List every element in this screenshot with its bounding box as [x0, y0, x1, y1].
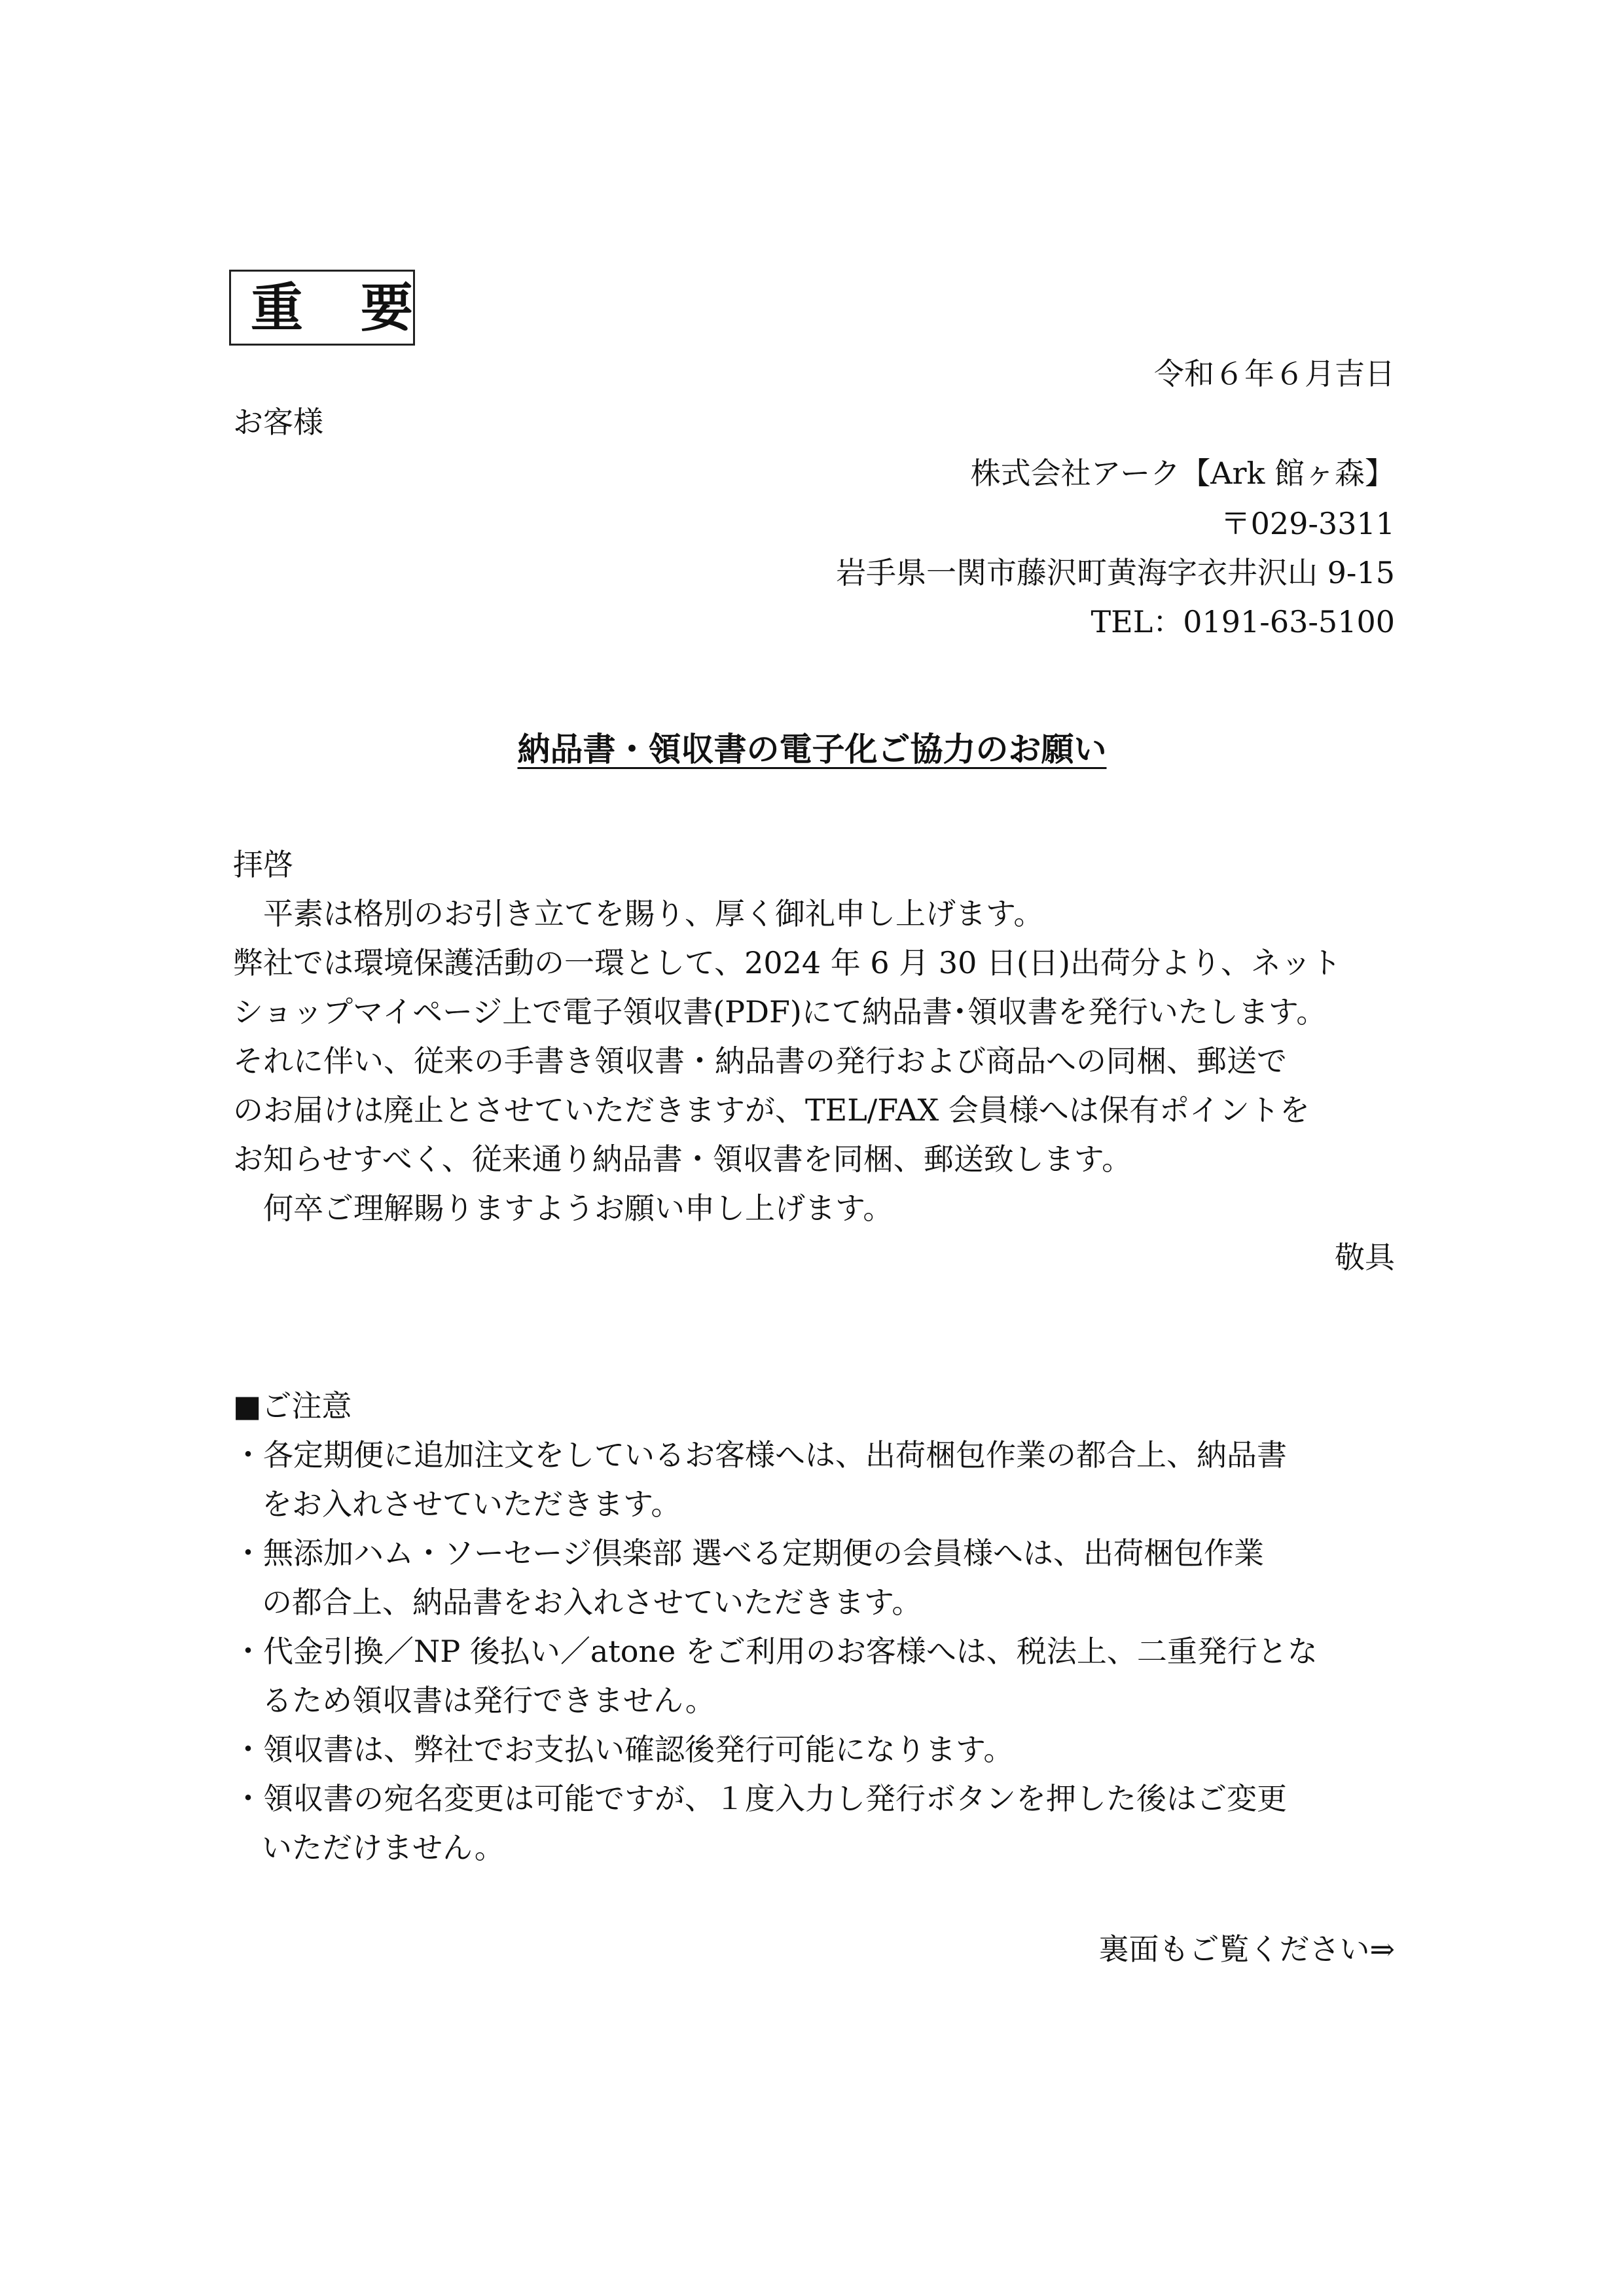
body-line: 何卒ご理解賜りますようお願い申し上げます。 [233, 1191, 893, 1226]
body-line: お知らせすべく、従来通り納品書・領収書を同梱、郵送致します。 [233, 1141, 1132, 1177]
sender-postal: 〒029-3311 [1220, 506, 1395, 541]
body-line: ショップマイページ上で電子領収書(PDF)にて納品書･領収書を発行いたします。 [233, 994, 1327, 1030]
notes-heading: ■ご注意 [233, 1388, 352, 1424]
body-line: のお届けは廃止とさせていただきますが、TEL/FAX 会員様へは保有ポイントを [233, 1092, 1310, 1128]
document-title-text: 納品書・領収書の電子化ご協力のお願い [517, 730, 1107, 768]
important-stamp: 重 要 [229, 270, 415, 346]
note-item-continuation: の都合上、納品書をお入れさせていただきます。 [262, 1585, 922, 1620]
document-date: 令和６年６月吉日 [1154, 356, 1395, 391]
salutation-closing: 敬具 [1335, 1240, 1395, 1275]
body-line: それに伴い、従来の手書き領収書・納品書の発行および商品への同梱、郵送で [233, 1043, 1287, 1079]
note-item: ・領収書の宛名変更は可能ですが、１度入力し発行ボタンを押した後はご変更 [233, 1781, 1287, 1816]
note-item: ・代金引換／NP 後払い／atone をご利用のお客様へは、税法上、二重発行とな [233, 1634, 1318, 1669]
document-title [0, 723, 1624, 770]
note-item: ・領収書は、弊社でお支払い確認後発行可能になります。 [233, 1732, 1014, 1767]
note-item-continuation: をお入れさせていただきます。 [262, 1486, 681, 1522]
sender-address: 岩手県一関市藤沢町黄海字衣井沢山 9-15 [836, 555, 1395, 590]
body-line: 弊社では環境保護活動の一環として、2024 年 6 月 30 日(日)出荷分より、ネット [233, 945, 1341, 980]
salutation-opening: 拝啓 [233, 847, 293, 882]
body-line: 平素は格別のお引き立てを賜り、厚く御礼申し上げます。 [233, 896, 1044, 931]
sender-company: 株式会社アーク【Ark 館ヶ森】 [970, 456, 1395, 491]
see-reverse-note: 裏面もご覧ください⇒ [1098, 1931, 1395, 1967]
note-item-continuation: いただけません。 [262, 1830, 505, 1865]
note-item-continuation: るため領収書は発行できません。 [262, 1683, 715, 1718]
recipient: お客様 [233, 404, 323, 440]
sender-tel: TEL：0191-63-5100 [1091, 604, 1395, 639]
note-item: ・各定期便に追加注文をしているお客様へは、出荷梱包作業の都合上、納品書 [233, 1437, 1287, 1473]
note-item: ・無添加ハム・ソーセージ倶楽部 選べる定期便の会員様へは、出荷梱包作業 [233, 1535, 1264, 1571]
